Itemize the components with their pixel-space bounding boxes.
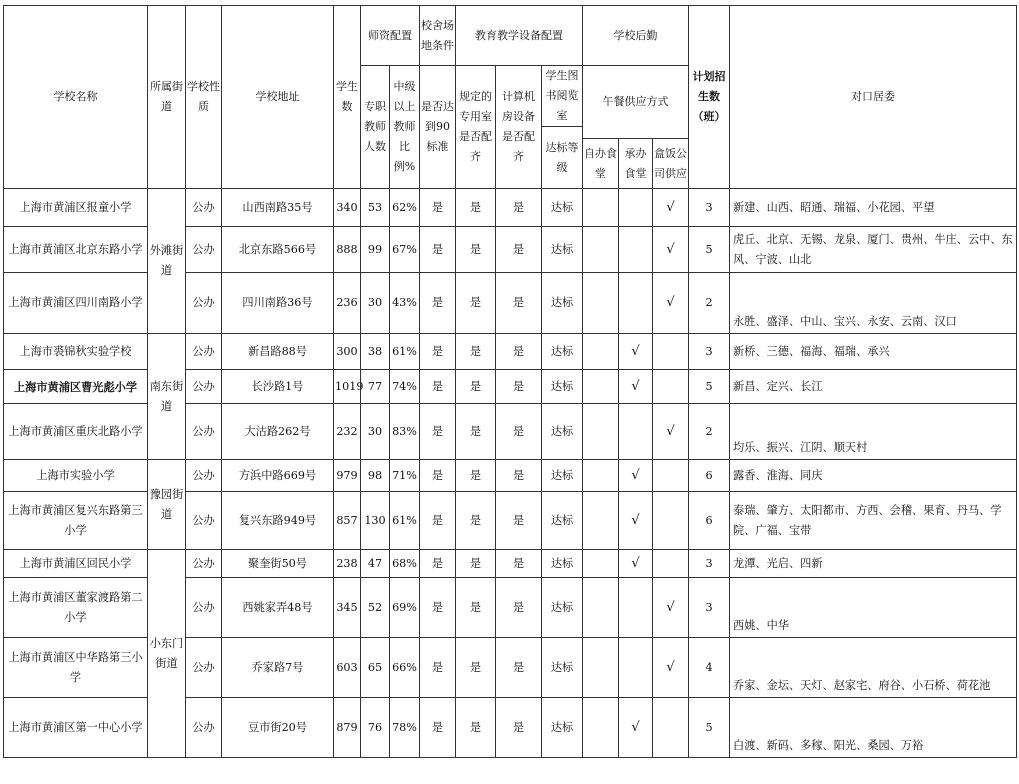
lab-equipped: 是 [456, 189, 496, 227]
computer-equipped: 是 [496, 404, 542, 460]
school-address: 复兴东路949号 [222, 492, 334, 550]
lunch-self-check [583, 404, 619, 460]
street-name: 小东门街道 [148, 550, 186, 758]
mid-ratio: 61% [390, 492, 420, 550]
header-lunch-group: 午餐供应方式 [583, 66, 689, 139]
lab-equipped: 是 [456, 550, 496, 578]
header-lunch-contract: 承办食堂 [619, 139, 653, 189]
school-name: 上海市黄浦区董家渡路第二小学 [4, 578, 148, 638]
school-name: 上海市裘锦秋实验学校 [4, 334, 148, 370]
library-level: 达标 [542, 334, 583, 370]
library-level: 达标 [542, 550, 583, 578]
computer-equipped: 是 [496, 550, 542, 578]
juwei-list: 乔家、金坛、天灯、赵家宅、府谷、小石桥、荷花池 [730, 638, 1017, 698]
mid-ratio: 71% [390, 460, 420, 492]
juwei-list: 泰瑞、肇方、太阳都市、方西、会稽、果育、丹马、学院、广福、宝带 [730, 492, 1017, 550]
school-address: 北京东路566号 [222, 227, 334, 273]
plan-classes: 6 [689, 460, 730, 492]
teacher-count: 65 [361, 638, 390, 698]
juwei-list: 新桥、三德、福海、福瑞、承兴 [730, 334, 1017, 370]
lab-equipped: 是 [456, 370, 496, 404]
campus-std: 是 [420, 460, 456, 492]
lab-equipped: 是 [456, 227, 496, 273]
teacher-count: 47 [361, 550, 390, 578]
school-address: 山西南路35号 [222, 189, 334, 227]
library-level: 达标 [542, 492, 583, 550]
student-count: 857 [334, 492, 361, 550]
lunch-self-check [583, 460, 619, 492]
mid-ratio: 66% [390, 638, 420, 698]
lunch-contract-check: √ [619, 550, 653, 578]
school-address: 新昌路88号 [222, 334, 334, 370]
library-level: 达标 [542, 273, 583, 334]
juwei-list: 新建、山西、昭通、瑞福、小花园、平望 [730, 189, 1017, 227]
lunch-box-check: √ [653, 189, 689, 227]
school-address: 西姚家弄48号 [222, 578, 334, 638]
lab-equipped: 是 [456, 404, 496, 460]
header-mid-ratio: 中级以上教师比例% [390, 66, 420, 189]
lab-equipped: 是 [456, 578, 496, 638]
lunch-box-check [653, 460, 689, 492]
student-count: 232 [334, 404, 361, 460]
lunch-contract-check: √ [619, 370, 653, 404]
header-street: 所属街道 [148, 6, 186, 189]
juwei-list: 龙潭、光启、四新 [730, 550, 1017, 578]
header-computer-equipped: 计算机房设备是否配齐 [496, 66, 542, 189]
school-address: 四川南路36号 [222, 273, 334, 334]
school-name: 上海市黄浦区曹光彪小学 [4, 370, 148, 404]
lunch-box-check [653, 550, 689, 578]
lunch-contract-check: √ [619, 698, 653, 758]
mid-ratio: 69% [390, 578, 420, 638]
school-name: 上海市黄浦区复兴东路第三小学 [4, 492, 148, 550]
teacher-count: 99 [361, 227, 390, 273]
lunch-box-check [653, 698, 689, 758]
header-equip-group: 教育教学设备配置 [456, 6, 583, 66]
mid-ratio: 43% [390, 273, 420, 334]
student-count: 603 [334, 638, 361, 698]
computer-equipped: 是 [496, 578, 542, 638]
campus-std: 是 [420, 550, 456, 578]
plan-classes: 3 [689, 189, 730, 227]
student-count: 888 [334, 227, 361, 273]
school-address: 大沽路262号 [222, 404, 334, 460]
mid-ratio: 78% [390, 698, 420, 758]
plan-classes: 5 [689, 370, 730, 404]
lunch-self-check [583, 550, 619, 578]
juwei-list: 西姚、中华 [730, 578, 1017, 638]
computer-equipped: 是 [496, 334, 542, 370]
mid-ratio: 61% [390, 334, 420, 370]
computer-equipped: 是 [496, 273, 542, 334]
library-level: 达标 [542, 370, 583, 404]
computer-equipped: 是 [496, 370, 542, 404]
school-nature: 公办 [186, 698, 222, 758]
school-name: 上海市黄浦区中华路第三小学 [4, 638, 148, 698]
table-row [4, 189, 1017, 227]
computer-equipped: 是 [496, 189, 542, 227]
lunch-self-check [583, 698, 619, 758]
teacher-count: 30 [361, 404, 390, 460]
mid-ratio: 68% [390, 550, 420, 578]
lunch-self-check [583, 638, 619, 698]
student-count: 238 [334, 550, 361, 578]
lunch-self-check [583, 370, 619, 404]
header-library-group: 学生图书阅览室 [542, 66, 583, 127]
lunch-self-check [583, 578, 619, 638]
lunch-contract-check: √ [619, 492, 653, 550]
computer-equipped: 是 [496, 460, 542, 492]
lunch-box-check [653, 370, 689, 404]
teacher-count: 38 [361, 334, 390, 370]
mid-ratio: 67% [390, 227, 420, 273]
header-campus-std: 是否达到90标准 [420, 66, 456, 189]
plan-classes: 5 [689, 227, 730, 273]
header-campus-group: 校舍场地条件 [420, 6, 456, 66]
plan-classes: 2 [689, 404, 730, 460]
lunch-box-check: √ [653, 578, 689, 638]
computer-equipped: 是 [496, 698, 542, 758]
school-address: 聚奎街50号 [222, 550, 334, 578]
teacher-count: 130 [361, 492, 390, 550]
lunch-box-check: √ [653, 227, 689, 273]
campus-std: 是 [420, 189, 456, 227]
lab-equipped: 是 [456, 334, 496, 370]
school-address: 方浜中路669号 [222, 460, 334, 492]
computer-equipped: 是 [496, 638, 542, 698]
lunch-contract-check [619, 578, 653, 638]
school-address: 长沙路1号 [222, 370, 334, 404]
header-teachers-count: 专职教师人数 [361, 66, 390, 189]
school-nature: 公办 [186, 189, 222, 227]
lunch-self-check [583, 492, 619, 550]
mid-ratio: 83% [390, 404, 420, 460]
header-library-level: 达标等级 [542, 127, 583, 189]
plan-classes: 2 [689, 273, 730, 334]
school-nature: 公办 [186, 404, 222, 460]
campus-std: 是 [420, 492, 456, 550]
school-info-table [3, 5, 1017, 758]
lab-equipped: 是 [456, 460, 496, 492]
juwei-list: 虎丘、北京、无锡、龙泉、厦门、贵州、牛庄、云中、东风、宁波、山北 [730, 227, 1017, 273]
library-level: 达标 [542, 227, 583, 273]
school-name: 上海市黄浦区重庆北路小学 [4, 404, 148, 460]
school-name: 上海市黄浦区回民小学 [4, 550, 148, 578]
school-name: 上海市黄浦区第一中心小学 [4, 698, 148, 758]
teacher-count: 53 [361, 189, 390, 227]
campus-std: 是 [420, 638, 456, 698]
teacher-count: 77 [361, 370, 390, 404]
header-lunch-self: 自办食堂 [583, 139, 619, 189]
library-level: 达标 [542, 404, 583, 460]
juwei-list: 新昌、定兴、长江 [730, 370, 1017, 404]
header-school-name: 学校名称 [4, 6, 148, 189]
student-count: 879 [334, 698, 361, 758]
school-address: 乔家路7号 [222, 638, 334, 698]
plan-classes: 3 [689, 578, 730, 638]
school-nature: 公办 [186, 638, 222, 698]
header-lunch-box: 盒饭公司供应 [653, 139, 689, 189]
header-plan: 计划招生数（班） [689, 6, 730, 189]
library-level: 达标 [542, 460, 583, 492]
header-nature: 学校性质 [186, 6, 222, 189]
student-count: 345 [334, 578, 361, 638]
lab-equipped: 是 [456, 638, 496, 698]
lunch-self-check [583, 273, 619, 334]
street-name: 南东街道 [148, 334, 186, 460]
header-address: 学校地址 [222, 6, 334, 189]
campus-std: 是 [420, 273, 456, 334]
juwei-list: 露香、淮海、同庆 [730, 460, 1017, 492]
lunch-self-check [583, 334, 619, 370]
school-nature: 公办 [186, 492, 222, 550]
school-nature: 公办 [186, 578, 222, 638]
library-level: 达标 [542, 578, 583, 638]
lunch-box-check: √ [653, 404, 689, 460]
student-count: 300 [334, 334, 361, 370]
lunch-contract-check: √ [619, 334, 653, 370]
computer-equipped: 是 [496, 227, 542, 273]
lunch-contract-check [619, 273, 653, 334]
plan-classes: 4 [689, 638, 730, 698]
school-nature: 公办 [186, 227, 222, 273]
library-level: 达标 [542, 698, 583, 758]
student-count: 979 [334, 460, 361, 492]
table-row [4, 550, 1017, 578]
street-name: 豫园街道 [148, 460, 186, 550]
library-level: 达标 [542, 189, 583, 227]
student-count: 1019 [334, 370, 361, 404]
lunch-contract-check [619, 227, 653, 273]
student-count: 236 [334, 273, 361, 334]
lab-equipped: 是 [456, 492, 496, 550]
school-name: 上海市黄浦区四川南路小学 [4, 273, 148, 334]
school-nature: 公办 [186, 370, 222, 404]
header-juwei: 对口居委 [730, 6, 1017, 189]
school-address: 豆市街20号 [222, 698, 334, 758]
campus-std: 是 [420, 578, 456, 638]
school-nature: 公办 [186, 334, 222, 370]
teacher-count: 52 [361, 578, 390, 638]
school-name: 上海市黄浦区北京东路小学 [4, 227, 148, 273]
mid-ratio: 74% [390, 370, 420, 404]
school-name: 上海市实验小学 [4, 460, 148, 492]
header-lab-equipped: 规定的专用室是否配齐 [456, 66, 496, 189]
lunch-self-check [583, 189, 619, 227]
lunch-box-check: √ [653, 638, 689, 698]
teacher-count: 76 [361, 698, 390, 758]
student-count: 340 [334, 189, 361, 227]
lunch-contract-check [619, 189, 653, 227]
juwei-list: 均乐、振兴、江阴、顺天村 [730, 404, 1017, 460]
plan-classes: 5 [689, 698, 730, 758]
header-logistics-group: 学校后勤 [583, 6, 689, 66]
campus-std: 是 [420, 227, 456, 273]
lab-equipped: 是 [456, 273, 496, 334]
table-row [4, 460, 1017, 492]
street-name: 外滩街道 [148, 189, 186, 334]
juwei-list: 永胜、盛泽、中山、宝兴、永安、云南、汉口 [730, 273, 1017, 334]
school-nature: 公办 [186, 273, 222, 334]
campus-std: 是 [420, 404, 456, 460]
teacher-count: 30 [361, 273, 390, 334]
school-nature: 公办 [186, 550, 222, 578]
header-teachers-group: 师资配置 [361, 6, 420, 66]
school-nature: 公办 [186, 460, 222, 492]
lunch-box-check [653, 492, 689, 550]
lunch-box-check: √ [653, 273, 689, 334]
lunch-contract-check [619, 404, 653, 460]
library-level: 达标 [542, 638, 583, 698]
school-name: 上海市黄浦区报童小学 [4, 189, 148, 227]
teacher-count: 98 [361, 460, 390, 492]
lab-equipped: 是 [456, 698, 496, 758]
header-students: 学生数 [334, 6, 361, 189]
plan-classes: 3 [689, 550, 730, 578]
campus-std: 是 [420, 334, 456, 370]
lunch-self-check [583, 227, 619, 273]
lunch-box-check [653, 334, 689, 370]
campus-std: 是 [420, 698, 456, 758]
table-row [4, 334, 1017, 370]
campus-std: 是 [420, 370, 456, 404]
juwei-list: 白渡、新码、多稼、阳光、桑园、万裕 [730, 698, 1017, 758]
lunch-contract-check: √ [619, 460, 653, 492]
plan-classes: 6 [689, 492, 730, 550]
mid-ratio: 62% [390, 189, 420, 227]
lunch-contract-check [619, 638, 653, 698]
plan-classes: 3 [689, 334, 730, 370]
computer-equipped: 是 [496, 492, 542, 550]
